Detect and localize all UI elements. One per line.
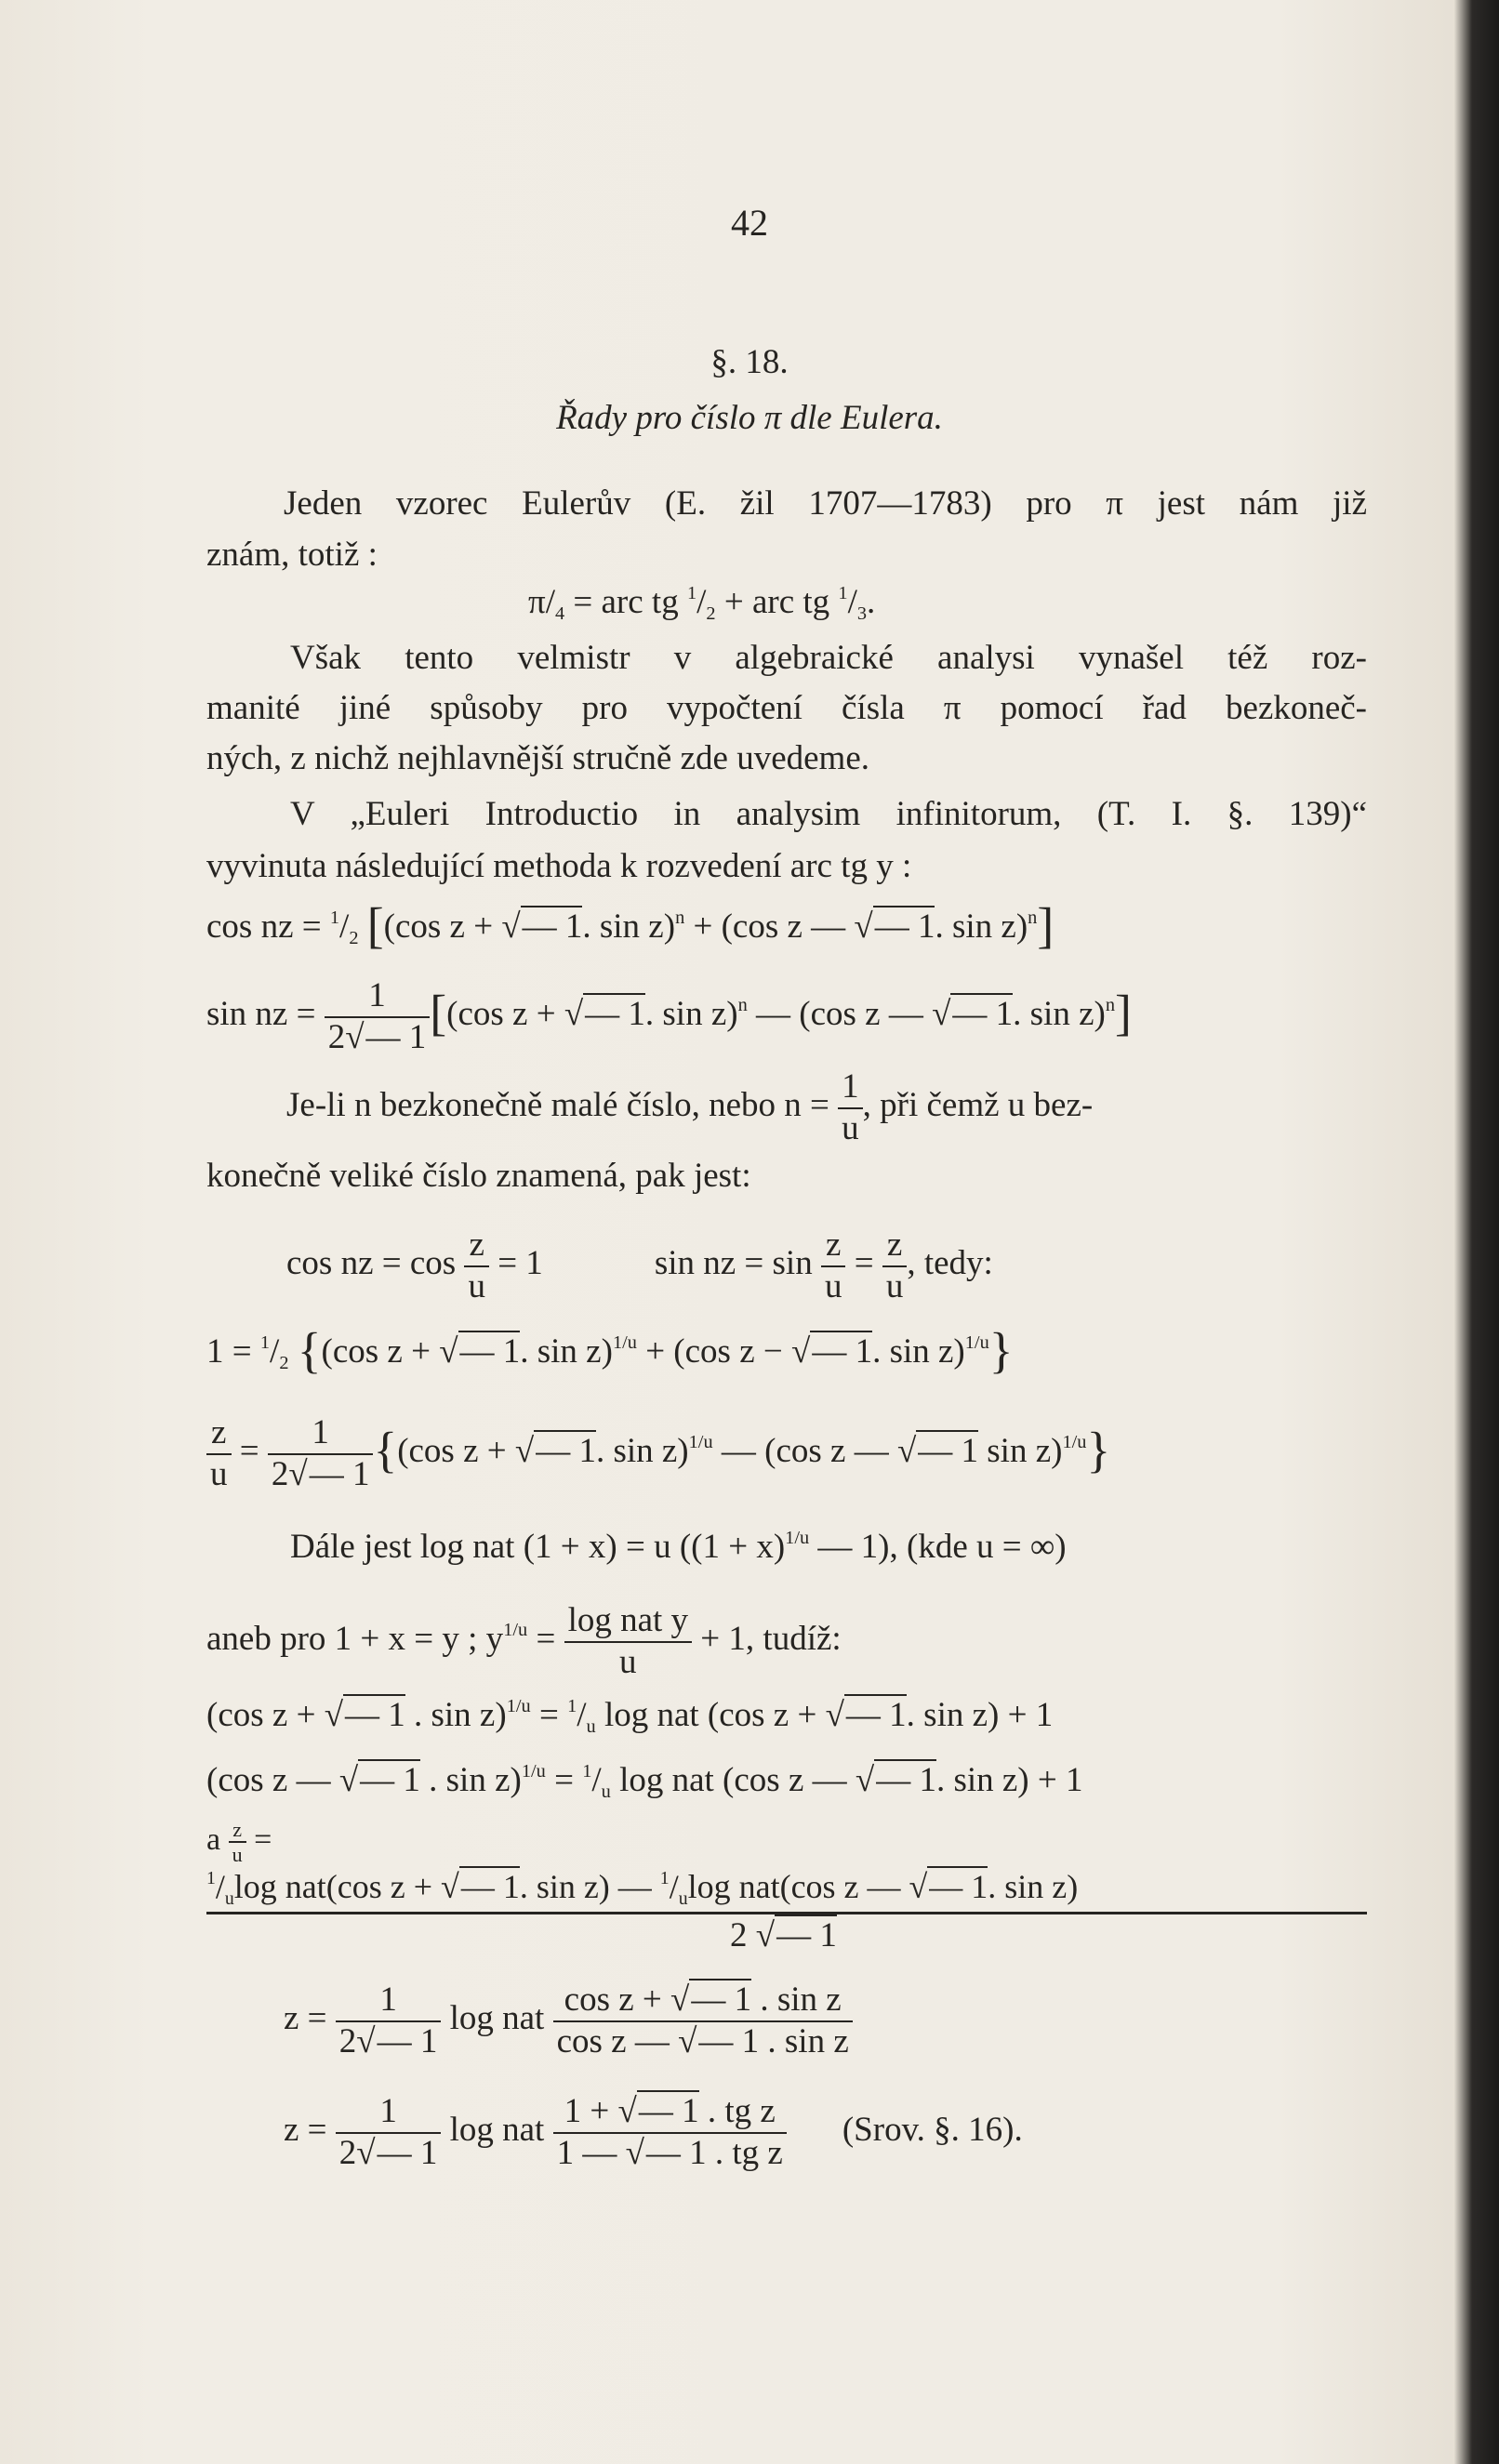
eq-lim-a: cos nz = cos: [286, 1244, 465, 1283]
eq-lim-num2: z: [821, 1225, 846, 1267]
eq-d-u2: u: [678, 1888, 688, 1909]
eq-c: [206, 1818, 272, 1867]
para4-line1: [286, 1067, 1093, 1148]
eq-e-num2-a: cos z +: [564, 1980, 671, 2019]
eq-f-a: z =: [284, 2111, 336, 2150]
eq-b-i: — 1: [876, 1761, 936, 1799]
eq-e-frac1: $\frac{1}{2√— 1}$: [336, 1980, 442, 2061]
eq-d-b: . sin z) —: [519, 1868, 660, 1905]
eq-log2-eq: =: [527, 1620, 564, 1659]
eq-a-g: =: [530, 1696, 568, 1734]
eq-log2-frac: [564, 1601, 692, 1682]
eq-sin-n1: n: [737, 994, 748, 1015]
eq-f-num2-b: — 1: [638, 2092, 699, 2130]
eq-pi-one-b: 1: [838, 582, 848, 603]
eq-one-b: 1: [259, 1331, 271, 1353]
eq-d-numerator: $^1/_u\log$ nat(cos z + √— 1. sin z) — $^1/_u\log$ nat(cos z — √— 1. sin z): [206, 1868, 1079, 1909]
eq-zu-num2: 1: [268, 1413, 374, 1455]
eq-cos-a: cos nz =: [206, 907, 330, 946]
eq-f-den2-b: — 1: [645, 2133, 707, 2172]
eq-one-e: — 1: [459, 1332, 521, 1371]
eq-lim-c: sin nz = sin: [654, 1244, 821, 1283]
eq-cos-n1: n: [675, 907, 685, 928]
eq-a-e: — 1: [345, 1696, 405, 1734]
eq-pi-sub4: 4: [554, 603, 565, 625]
para2-line2: manité jiné spůsoby pro vypočtení čísla π pomocí řad bezkoneč-: [206, 689, 1367, 727]
eq-limits: [286, 1225, 993, 1306]
para4-a: Je-li n bezkonečně malé číslo, nebo n =: [286, 1086, 839, 1125]
eq-a: (cos z + √— 1 . $\sin z)^{1/u} = ^1/_u$ log nat (cos z + √— 1. sin z) + 1: [206, 1695, 1054, 1738]
eq-one-a: 1 =: [206, 1332, 260, 1371]
eq-f-den-b: — 1: [377, 2133, 438, 2172]
page-number: 42: [731, 202, 768, 244]
eq-a-u: u: [586, 1716, 596, 1738]
eq-c-a: a: [206, 1822, 229, 1858]
eq-e-num2-c: . sin z: [751, 1980, 842, 2019]
eq-cos-c: 2: [349, 928, 359, 949]
eq-zu-h: — 1: [918, 1432, 979, 1471]
eq-zu-exp: 1/u: [688, 1431, 713, 1452]
eq-zu-exp2: 1/u: [1062, 1431, 1087, 1452]
eq-sin-h: — 1: [952, 995, 1014, 1034]
eq-lim-frac1: [464, 1225, 489, 1306]
eq-c-b: =: [245, 1822, 272, 1858]
eq-sin-num: 1: [325, 976, 431, 1018]
eq-f-num: 1: [336, 2092, 442, 2134]
para1-line2: znám, totiž :: [206, 536, 378, 574]
eq-log-line1: [290, 1527, 1067, 1568]
eq-f-den2-c: . tg z: [706, 2133, 783, 2172]
eq-lim-den2: u: [824, 1266, 842, 1305]
eq-b: (cos z — √— 1 . $\sin z)^{1/u} = ^1/_u$ log nat (cos z — √— 1. sin z) + 1: [206, 1760, 1083, 1803]
eq-zu-f: . sin z): [595, 1432, 689, 1471]
eq-one-f: . sin z): [520, 1332, 613, 1371]
eq-cos-h: — 1: [874, 907, 935, 946]
eq-f-frac2: $\frac{\text{1 + √— 1 . tg z}}{\text{1 — √— 1 . tg z}}$: [553, 2092, 787, 2173]
eq-e-frac2: $\frac{\text{cos z + √— 1 . sin z}}{\text{cos z — √— 1 . sin z}}$: [553, 1980, 853, 2061]
eq-pi-two: 2: [706, 603, 716, 625]
eq-zu-den2a: 2: [271, 1454, 289, 1493]
eq-cos-i: . sin z): [935, 907, 1028, 946]
eq-e-den2-c: . sin z: [759, 2021, 849, 2060]
eq-sin-nz: sin nz = $\frac{1}{2√— 1}$ [(cos z + √— 1. sin z)$^n$ — (cos z — √— 1. sin z)$^n$]: [206, 976, 1132, 1056]
eq-pi-mid: = arc tg: [564, 583, 687, 621]
eq-cos-d: (cos z +: [383, 907, 502, 946]
eq-pi-lhs: π: [528, 583, 546, 621]
eq-pi-one: 1: [686, 582, 697, 603]
eq-sin-e: — 1: [585, 995, 645, 1034]
eq-b-g: =: [545, 1761, 583, 1799]
eq-c-frac: [229, 1818, 246, 1867]
eq-f-num2-a: 1 +: [564, 2092, 618, 2130]
eq-d-c: log nat(cos z —: [687, 1868, 909, 1905]
eq-log2-num: log nat y: [564, 1601, 692, 1643]
eq-a-j: . sin z) + 1: [906, 1696, 1054, 1734]
eq-cos-b: 1: [329, 907, 340, 928]
eq-lim-frac3: [882, 1225, 908, 1306]
eq-pi-quarter: $\pi/_4$ = arc tg $^1/_2$ + arc tg $^1/_3$.: [528, 582, 876, 625]
para4-line2: konečně veliké číslo znamená, pak jest:: [206, 1157, 751, 1195]
eq-zu-num: z: [206, 1413, 232, 1455]
para2-line1: Však tento velmistr v algebraické analysi vynašel též roz-: [290, 639, 1367, 677]
eq-pi-plus: + arc tg: [715, 583, 839, 621]
eq-log-line2: [206, 1601, 842, 1682]
eq-e-den-a: 2: [338, 2021, 357, 2060]
eq-e: [284, 1980, 853, 2061]
eq-e-b: log nat: [441, 1999, 553, 2038]
eq-b-exp: 1/u: [521, 1760, 546, 1782]
eq-b-h: log nat (cos z —: [619, 1761, 856, 1799]
eq-pi-end: .: [867, 583, 876, 621]
eq-f-den-a: 2: [338, 2133, 357, 2172]
para3-line2: vyvinuta následující methoda k rozvedení arc tg y :: [206, 847, 912, 885]
eq-a-a: (cos z +: [206, 1696, 325, 1734]
eq-lim-num3: z: [882, 1225, 908, 1267]
eq-lim-den3: u: [885, 1266, 904, 1305]
eq-zu-eq: =: [231, 1432, 268, 1471]
eq-zu-i: sin z): [978, 1432, 1063, 1471]
eq-log1-exp: 1/u: [785, 1527, 810, 1548]
eq-d-one: 1: [206, 1868, 216, 1889]
eq-cos-g: + (cos z —: [684, 907, 855, 946]
eq-a-h: log nat (cos z +: [604, 1696, 826, 1734]
eq-c-den: u: [232, 1843, 243, 1867]
eq-cos-e: — 1: [522, 907, 583, 946]
eq-sin-den-b: — 1: [365, 1017, 427, 1056]
eq-d-a: log nat(cos z +: [233, 1868, 442, 1905]
eq-lim-d: , tedy:: [907, 1244, 993, 1283]
eq-one-d: (cos z +: [321, 1332, 440, 1371]
eq-b-a: (cos z —: [206, 1761, 339, 1799]
eq-f-frac1: $\frac{1}{2√— 1}$: [336, 2092, 442, 2173]
para4-den: u: [842, 1108, 859, 1147]
eq-a-i: — 1: [845, 1696, 907, 1734]
eq-lim-b: = 1: [488, 1244, 543, 1283]
para4-fraction: [838, 1067, 863, 1148]
eq-d-denominator: 2 √— 1: [730, 1916, 837, 1954]
eq-one-exp: 1/u: [612, 1331, 637, 1353]
eq-sin-fraction: $\frac{1}{2√— 1}$: [325, 976, 431, 1057]
eq-e-num: 1: [336, 1980, 442, 2022]
eq-a-exp: 1/u: [506, 1695, 531, 1716]
eq-lim-den1: u: [468, 1266, 485, 1305]
eq-sin-i: . sin z): [1013, 995, 1106, 1034]
eq-one: $1 = ^1/_2$ {(cos z + √— 1. sin z)$^{1/u}$ + (cos z − √— 1. sin z)$^{1/u}$}: [206, 1322, 1014, 1379]
eq-log2-exp: 1/u: [503, 1619, 528, 1640]
eq-log1-a: Dále jest log nat (1 + x) = u ((1 + x): [290, 1528, 786, 1566]
eq-d-h: — 1: [929, 1868, 988, 1905]
eq-one-i: . sin z): [872, 1332, 965, 1371]
eq-cos-f: . sin z): [582, 907, 676, 946]
eq-zu-d: (cos z +: [397, 1432, 515, 1471]
eq-f-num2-c: . tg z: [698, 2092, 776, 2130]
eq-zu: $\frac{z}{u}$ = $\frac{1}{2√— 1}$ {(cos z + √— 1. sin z)$^{1/u}$ — (cos z — √— 1 sin z)$^{1/u}$}: [206, 1413, 1110, 1494]
eq-sin-g: — (cos z —: [747, 995, 933, 1034]
eq-f-b: log nat: [441, 2111, 553, 2150]
eq-lim-eq: =: [845, 1244, 882, 1283]
eq-pi-three: 3: [856, 603, 868, 625]
eq-e-a: z =: [284, 1999, 336, 2038]
eq-sin-f: . sin z): [644, 995, 738, 1034]
eq-f: [284, 2092, 1023, 2173]
eq-e-den2-b: — 1: [698, 2021, 760, 2060]
section-number: §. 18.: [710, 343, 789, 381]
eq-d-den-a: 2: [730, 1916, 748, 1954]
eq-zu-frac: [206, 1413, 232, 1494]
para4-b: , při čemž u bez-: [862, 1086, 1094, 1125]
eq-zu-e: — 1: [536, 1432, 596, 1471]
eq-zu-den: u: [210, 1454, 228, 1493]
eq-b-f: . sin z): [419, 1761, 522, 1799]
eq-sin-n2: n: [1105, 994, 1116, 1015]
eq-cos-nz: cos nz = $^1/_2$ [(cos z + √— 1. sin z)$^n$ + (cos z — √— 1. sin z)$^n$]: [206, 897, 1055, 954]
eq-cos-n2: n: [1028, 907, 1038, 928]
eq-b-e: — 1: [360, 1761, 420, 1799]
eq-b-u: u: [601, 1782, 611, 1803]
eq-sin-den-a: 2: [327, 1017, 346, 1056]
eq-lim-num1: z: [464, 1225, 489, 1267]
eq-e-den-b: — 1: [377, 2021, 438, 2060]
eq-b-j: . sin z) + 1: [935, 1761, 1083, 1799]
section-heading: Řady pro číslo π dle Eulera.: [556, 399, 943, 437]
para1-line1: Jeden vzorec Eulerův (E. žil 1707—1783) pro π jest nám již: [284, 484, 1367, 523]
eq-one-h: — 1: [812, 1332, 873, 1371]
eq-one-g: + (cos z −: [636, 1332, 791, 1371]
eq-e-den2-a: cos z —: [556, 2021, 679, 2060]
para2-line3: ných, z nichž nejhlavnější stručně zde uvedeme.: [206, 739, 869, 777]
para3-line1: V „Euleri Introductio in analysim infinitorum, (T. I. §. 139)“: [290, 795, 1367, 833]
eq-b-one: 1: [582, 1760, 592, 1782]
eq-one-exp2: 1/u: [964, 1331, 989, 1353]
eq-a-f: . sin z): [405, 1696, 507, 1734]
eq-f-ref: (Srov. §. 16).: [842, 2111, 1023, 2150]
eq-d-one2: 1: [659, 1868, 670, 1889]
eq-e-num2-b: — 1: [691, 1980, 752, 2019]
eq-zu-den2b: — 1: [309, 1454, 370, 1493]
eq-f-den2-a: 1 —: [556, 2133, 626, 2172]
eq-d-e: — 1: [460, 1868, 520, 1905]
para4-num: 1: [838, 1067, 863, 1109]
eq-log2-den: u: [619, 1642, 637, 1681]
eq-sin-a: sin nz =: [206, 995, 325, 1034]
eq-lim-frac2: [821, 1225, 846, 1306]
eq-log1-b: — 1), (kde u = ∞): [809, 1528, 1067, 1566]
eq-one-c: 2: [279, 1353, 289, 1374]
eq-log2-b: + 1, tudíž:: [692, 1620, 842, 1659]
eq-c-num: z: [229, 1818, 246, 1843]
eq-zu-frac2: $\frac{1}{2√— 1}$: [268, 1413, 374, 1494]
eq-d-den-b: — 1: [776, 1916, 837, 1954]
eq-a-one: 1: [567, 1695, 577, 1716]
eq-d-d: . sin z): [988, 1868, 1079, 1905]
eq-zu-g: — (cos z —: [712, 1432, 897, 1471]
eq-log2-a: aneb pro 1 + x = y ; y: [206, 1620, 504, 1659]
eq-sin-d: (cos z +: [446, 995, 564, 1034]
eq-d-u: u: [224, 1888, 234, 1909]
